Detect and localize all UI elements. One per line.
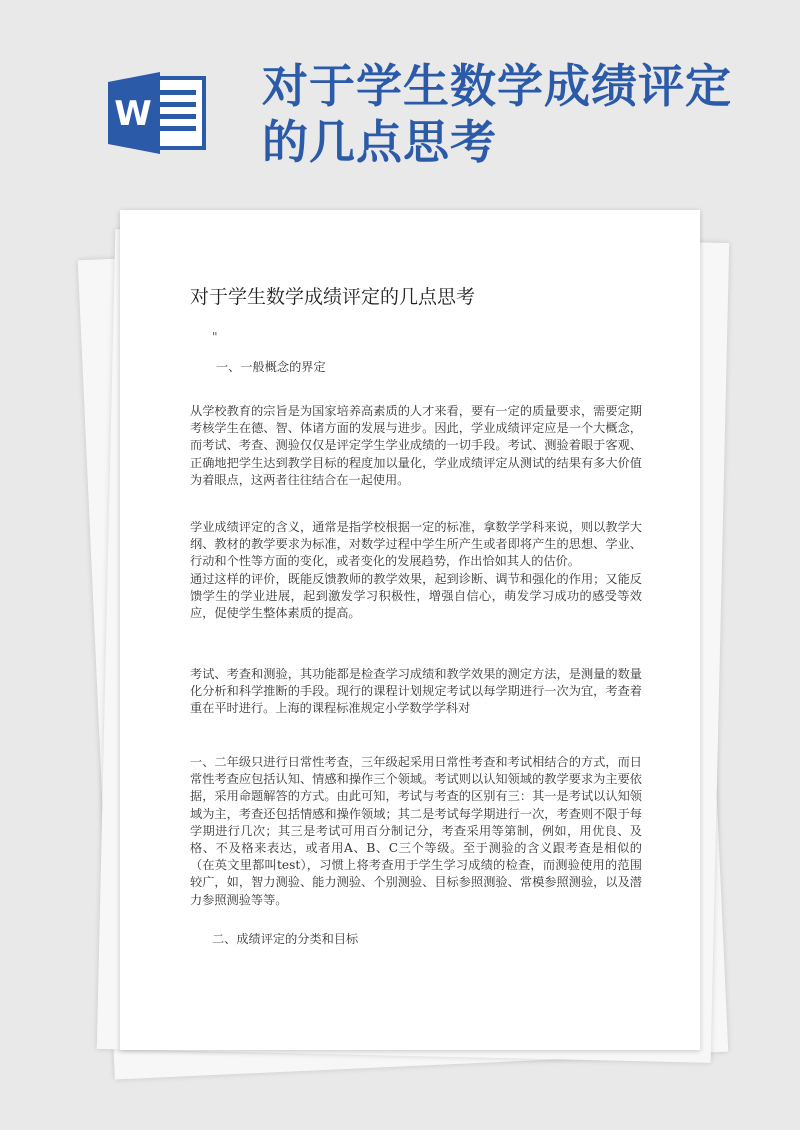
word-icon	[108, 72, 206, 154]
section-heading-1: 一、一般概念的界定	[216, 360, 326, 374]
paragraph: 一、二年级只进行日常性考查，三年级起采用日常性考查和考试相结合的方式，而日常性考查应包括认知、情感和操作三个领域。考试则以认知领域的教学要求为主要依据，采用命题解答的方式。由此可知，考试与考查的区别有三：其一是考试以认知领域为主，考查还包括情感和操作领域；其二是考试每学期进行一次，考查则不限于每学期进行几次；其三是考试可用百分制记分，考查采用等第制，例如，用优良、及格、不及格来表达，或者用A、B、C三个等级。至于测验的含义跟考查是相似的（在英文里都叫test），习惯上将考查用于学生学习成绩的检查，而测验使用的范围较广，如，智力测验、能力测验、个别测验、目标参照测验、常模参照测验，以及潜力参照测验等等。	[190, 755, 642, 907]
document-page	[120, 210, 700, 1050]
header-title	[262, 58, 782, 170]
paragraph	[190, 519, 642, 622]
section-heading-2: 二、成绩评定的分类和目标	[212, 932, 359, 946]
header-title-line1: 对于学生数学成绩评定	[262, 59, 732, 113]
paragraph-part: 学业成绩评定的含义，通常是指学校根据一定的标准，拿数学学科来说，则以教学大纲、教材的教学要求为标准，对数学过程中学生所产生或者即将产生的思想、学业、行动和个性等方面的变化，或者变化的发展趋势，作出恰如其人的估价。	[190, 520, 642, 569]
header-title-line2: 的几点思考	[262, 115, 497, 169]
svg-text:W: W	[114, 94, 152, 134]
document-title: 对于学生数学成绩评定的几点思考	[190, 286, 476, 308]
paragraph: 考试、考查和测验，其功能都是检查学习成绩和教学效果的测定方法，是测量的数量化分析和科学推断的手段。现行的课程计划规定考试以每学期进行一次为宜，考查着重在平时进行。上海的课程标准规定小学数学学科对	[190, 667, 642, 716]
paragraph-part: 通过这样的评价，既能反馈教师的教学效果，起到诊断、调节和强化的作用；又能反馈学生的学业进展，起到激发学习积极性，增强自信心，萌发学习成功的感受等效应，促使学生整体素质的提高。	[190, 571, 642, 621]
quote-mark: "	[212, 330, 218, 344]
paragraph: 从学校教育的宗旨是为国家培养高素质的人才来看，要有一定的质量要求，需要定期考核学生在德、智、体诸方面的发展与进步。因此，学业成绩评定应是一个大概念，而考试、考查、测验仅仅是评定学生学业成绩的一切手段。考试、测验着眼于客观、正确地把学生达到教学目标的程度加以量化，学业成绩评定从测试的结果有多大价值为着眼点，这两者往往结合在一起使用。	[190, 404, 642, 487]
